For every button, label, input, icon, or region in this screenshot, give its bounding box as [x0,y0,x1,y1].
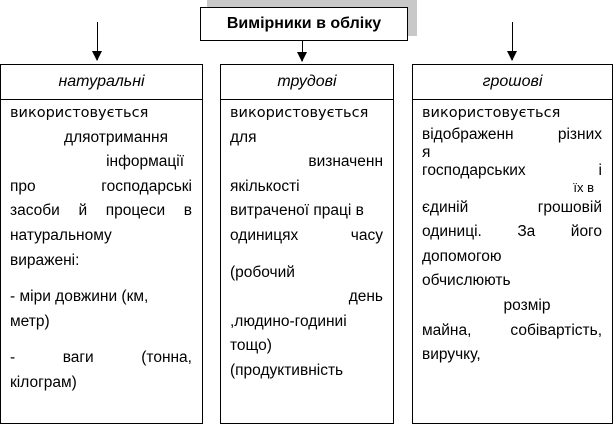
column-text [230,101,383,384]
column-text [422,101,602,368]
text-line: витраченої праці в [230,202,364,220]
text-line: господарських і [422,161,602,179]
text-line: майна, собівартість, [422,321,602,339]
text-line: єдиній грошовій [422,198,602,216]
text-line: якількості [230,177,300,195]
text-line: інформації [106,153,184,171]
text-line: ,людино-годиниі [230,312,347,330]
text-line: кілограм) [10,373,77,391]
column-natural [0,64,203,424]
text-line: (продуктивність [230,361,344,379]
text-line: дляотримання [64,128,168,146]
text-line: для [230,128,257,146]
text-line: метр) [10,312,50,330]
text-line: відображенн різних [422,125,602,143]
text-line: їх в [573,179,594,195]
diagram-title: Вимірники в обліку [200,7,408,41]
column-heading: трудові [221,65,393,100]
column-monetary [412,64,613,424]
arrow-down-left [97,22,98,60]
text-line: натуральному [10,226,112,244]
text-line: використовується [422,105,561,121]
text-line: тощо) [230,337,272,355]
text-line: визначенн [308,153,383,171]
arrow-down-right [512,22,513,60]
text-line: використовується [230,105,369,121]
text-line: виражені: [10,251,80,269]
column-heading: грошові [413,65,612,100]
text-line: (робочий [230,263,295,281]
text-line: виручку, [422,346,481,364]
text-line: - ваги (тонна, [10,349,192,367]
text-line: - міри довжини (км, [10,288,149,306]
text-line: про господарські [10,177,192,195]
arrow-down-center [302,41,303,61]
column-labor [220,64,394,424]
text-line: використовується [10,105,149,121]
text-line: обчислюють [422,272,511,290]
column-heading: натуральні [1,65,202,100]
text-line: засоби й процеси в [10,202,192,220]
text-line: розмір [503,296,551,314]
column-text [10,101,192,396]
text-line: день [348,288,383,306]
text-line: одиницях часу [230,226,383,244]
text-line: допомогою [422,247,502,265]
text-line: я [422,143,431,161]
text-line: одиниці. За його [422,223,602,241]
